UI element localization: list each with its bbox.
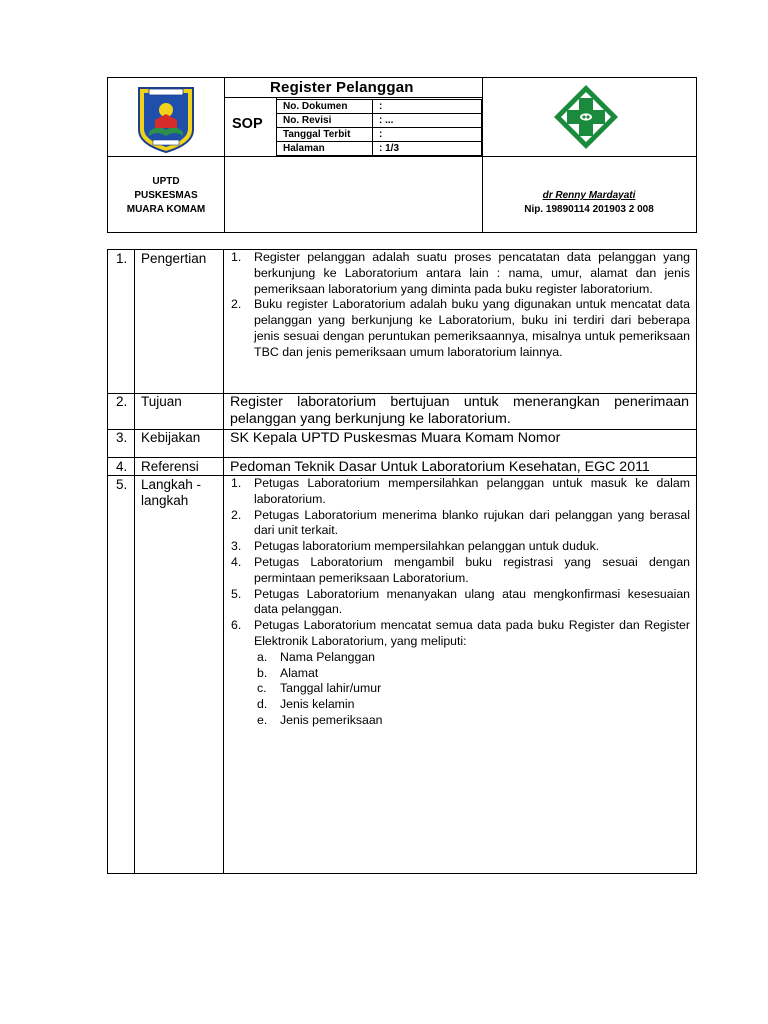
section-text: SK Kepala UPTD Puskesmas Muara Komam Nomor: [230, 430, 561, 446]
item-text: Register pelanggan adalah suatu proses pencatatan data pelanggan yang berkunjung ke Laboratorium antara lain : nama, umur, alamat dan jenis pemeriksaan laboratorium yang diminta pada buku register laboratorium.: [254, 250, 690, 296]
section-number: 3.: [116, 430, 128, 445]
sublist-item: [254, 697, 690, 713]
subitem-text: Alamat: [280, 665, 319, 680]
meta-label: Halaman: [277, 142, 373, 156]
signatory-name: dr Renny Mardayati: [542, 190, 636, 201]
subitem-letter: e.: [257, 712, 268, 727]
list-item: [228, 539, 690, 555]
item-text: Petugas Laboratorium menerima blanko rujukan dari pelanggan yang berasal dari unit terkait.: [254, 507, 690, 538]
section-text: Pedoman Teknik Dasar Untuk Laboratorium Kesehatan, EGC 2011: [230, 459, 650, 475]
organization-name: [108, 175, 224, 217]
section-number: 4.: [116, 459, 128, 474]
section-label: Referensi: [141, 459, 199, 474]
item-number: 4.: [231, 554, 242, 569]
list-item: [228, 618, 690, 729]
data-fields-sublist: [254, 650, 690, 729]
meta-value: : ...: [373, 114, 482, 128]
item-number: 5.: [231, 586, 242, 601]
section-text: Register laboratorium bertujuan untuk menerangkan penerimaan pelanggan yang berkunjung ke laboratorium.: [230, 394, 689, 427]
label-line: Langkah -: [141, 477, 202, 492]
subitem-letter: c.: [257, 681, 267, 696]
item-text: Petugas Laboratorium mempersilahkan pelanggan untuk masuk ke dalam laboratorium.: [254, 476, 690, 506]
sublist-item: [254, 713, 690, 729]
meta-value: : 1/3: [373, 142, 482, 156]
subitem-letter: a.: [257, 649, 268, 664]
item-number: 2.: [231, 297, 242, 312]
section-number: 1.: [116, 251, 128, 266]
item-text: Buku register Laboratorium adalah buku yang digunakan untuk mencatat data pelanggan yang berkunjung ke Laboratorium, buku ini terdiri dari beberapa jenis sesuai dengan peruntukan pemeriksaannya, misalnya untuk pemeriksaan TBC dan jenis pemeriksaan umum laboratorium lainnya.: [254, 297, 690, 359]
document-meta-table: [276, 99, 482, 156]
label-line: langkah: [141, 493, 189, 508]
puskesmas-logo-icon: [552, 83, 620, 151]
subitem-letter: d.: [257, 697, 268, 712]
sop-header-table: [107, 77, 697, 233]
section-label: Pengertian: [141, 251, 207, 266]
section-number: 2.: [116, 394, 128, 409]
item-number: 1.: [231, 250, 242, 264]
item-text: Petugas laboratorium mempersilahkan pelanggan untuk duduk.: [254, 539, 600, 554]
meta-label: Tanggal Terbit: [277, 128, 373, 142]
procedure-steps-list: [228, 476, 690, 729]
document-title: Register Pelanggan: [270, 79, 414, 96]
item-number: 3.: [231, 539, 242, 554]
section-number: 5.: [116, 477, 128, 492]
meta-row: [277, 128, 482, 142]
list-item: [228, 476, 690, 508]
item-text: Petugas Laboratorium mencatat semua data pada buku Register dan Register Elektronik Laboratorium, yang meliputi:: [254, 618, 690, 648]
subitem-text: Jenis kelamin: [280, 697, 355, 712]
org-line: PUSKESMAS: [134, 190, 198, 201]
sublist-item: [254, 681, 690, 697]
subitem-text: Tanggal lahir/umur: [280, 681, 382, 696]
signatory-block: [482, 189, 696, 217]
subitem-letter: b.: [257, 665, 268, 680]
meta-value: :: [373, 128, 482, 142]
meta-row: [277, 114, 482, 128]
list-item: [228, 250, 690, 297]
definition-list: [228, 250, 690, 361]
section-label: Tujuan: [141, 394, 182, 409]
item-text: Petugas Laboratorium mengambil buku registrasi yang sesuai dengan permintaan pemeriksaan Laboratorium.: [254, 554, 690, 585]
list-item: [228, 297, 690, 360]
subitem-text: Jenis pemeriksaan: [280, 712, 383, 727]
item-number: 2.: [231, 507, 242, 522]
list-item: [228, 555, 690, 587]
section-label: Kebijakan: [141, 430, 201, 445]
org-line: MUARA KOMAM: [126, 204, 206, 215]
sop-content-table: [107, 249, 697, 874]
section-label: [141, 477, 201, 509]
item-text: Petugas Laboratorium menanyakan ulang atau mengkonfirmasi kesesuaian data pelanggan.: [254, 586, 690, 617]
subitem-text: Nama Pelanggan: [280, 649, 376, 664]
item-number: 6.: [231, 618, 242, 633]
regency-emblem-icon: [135, 84, 197, 154]
meta-label: No. Revisi: [277, 114, 373, 128]
meta-value: :: [373, 100, 482, 114]
sublist-item: [254, 666, 690, 682]
list-item: [228, 508, 690, 540]
list-item: [228, 587, 690, 619]
org-line: UPTD: [152, 176, 180, 187]
meta-row: [277, 100, 482, 114]
item-number: 1.: [231, 476, 242, 490]
signatory-nip: Nip. 19890114 201903 2 008: [524, 204, 654, 215]
sop-label: SOP: [232, 116, 263, 132]
meta-row: [277, 142, 482, 156]
sublist-item: [254, 650, 690, 666]
meta-label: No. Dokumen: [277, 100, 373, 114]
